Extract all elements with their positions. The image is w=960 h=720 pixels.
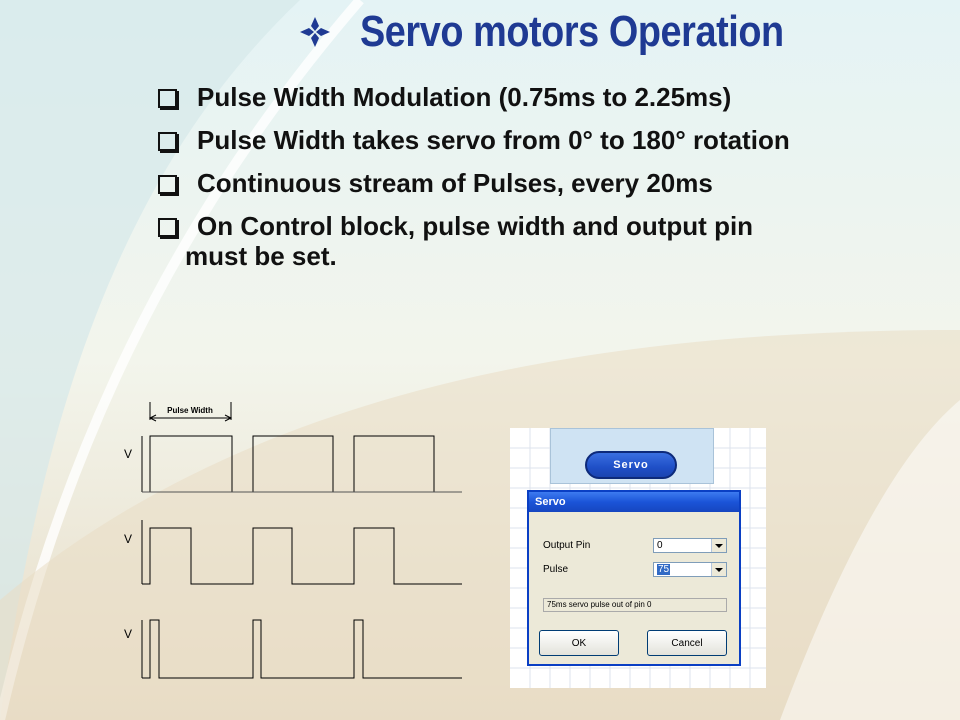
servo-config-panel <box>510 428 766 688</box>
pulse-value: 75 <box>658 564 670 575</box>
bullet-text: Continuous stream of Pulses, every 20ms <box>197 168 713 198</box>
pulse-label: Pulse <box>543 564 569 575</box>
output-pin-label: Output Pin <box>543 540 591 551</box>
ok-button[interactable]: OK <box>539 630 619 656</box>
checkbox-bullet-icon <box>158 132 177 151</box>
slide-title <box>300 2 853 62</box>
checkbox-bullet-icon <box>158 218 177 237</box>
bullet-item <box>158 168 948 198</box>
chevron-down-icon[interactable] <box>711 539 726 552</box>
bullet-text-line: must be set. <box>185 241 337 271</box>
servo-dialog <box>527 490 741 666</box>
servo-block-button[interactable]: Servo <box>585 451 677 479</box>
bullet-item <box>158 125 948 155</box>
pulse-width-label: Pulse Width <box>167 406 213 415</box>
bullet-item <box>158 82 948 112</box>
v-axis-label: V <box>124 447 133 461</box>
chevron-down-icon[interactable] <box>711 563 726 576</box>
status-text: 75ms servo pulse out of pin 0 <box>543 598 727 612</box>
waveform-2 <box>142 520 462 584</box>
cancel-button[interactable]: Cancel <box>647 630 727 656</box>
pulse-select[interactable] <box>653 562 727 577</box>
servo-block[interactable] <box>550 428 714 484</box>
v-axis-label: V <box>124 627 133 641</box>
dialog-title: Servo <box>529 492 739 512</box>
bullet-text: Pulse Width takes servo from 0° to 180° rotation <box>197 125 790 155</box>
waveform-1 <box>142 436 462 492</box>
pwm-waveform-diagram <box>120 398 470 688</box>
bullet-item <box>158 211 948 271</box>
checkbox-bullet-icon <box>158 175 177 194</box>
output-pin-value: 0 <box>657 540 663 551</box>
waveform-3 <box>142 620 462 678</box>
bullet-text-line: On Control block, pulse width and output pin <box>197 211 754 241</box>
v-axis-label: V <box>124 532 133 546</box>
title-text: Servo motors Operation <box>360 7 784 56</box>
bullet-list <box>158 82 948 284</box>
bullet-text <box>185 211 897 271</box>
bullet-text: Pulse Width Modulation (0.75ms to 2.25ms) <box>197 82 732 112</box>
output-pin-select[interactable] <box>653 538 727 553</box>
diamond-bullet-icon <box>300 17 330 47</box>
checkbox-bullet-icon <box>158 89 177 108</box>
